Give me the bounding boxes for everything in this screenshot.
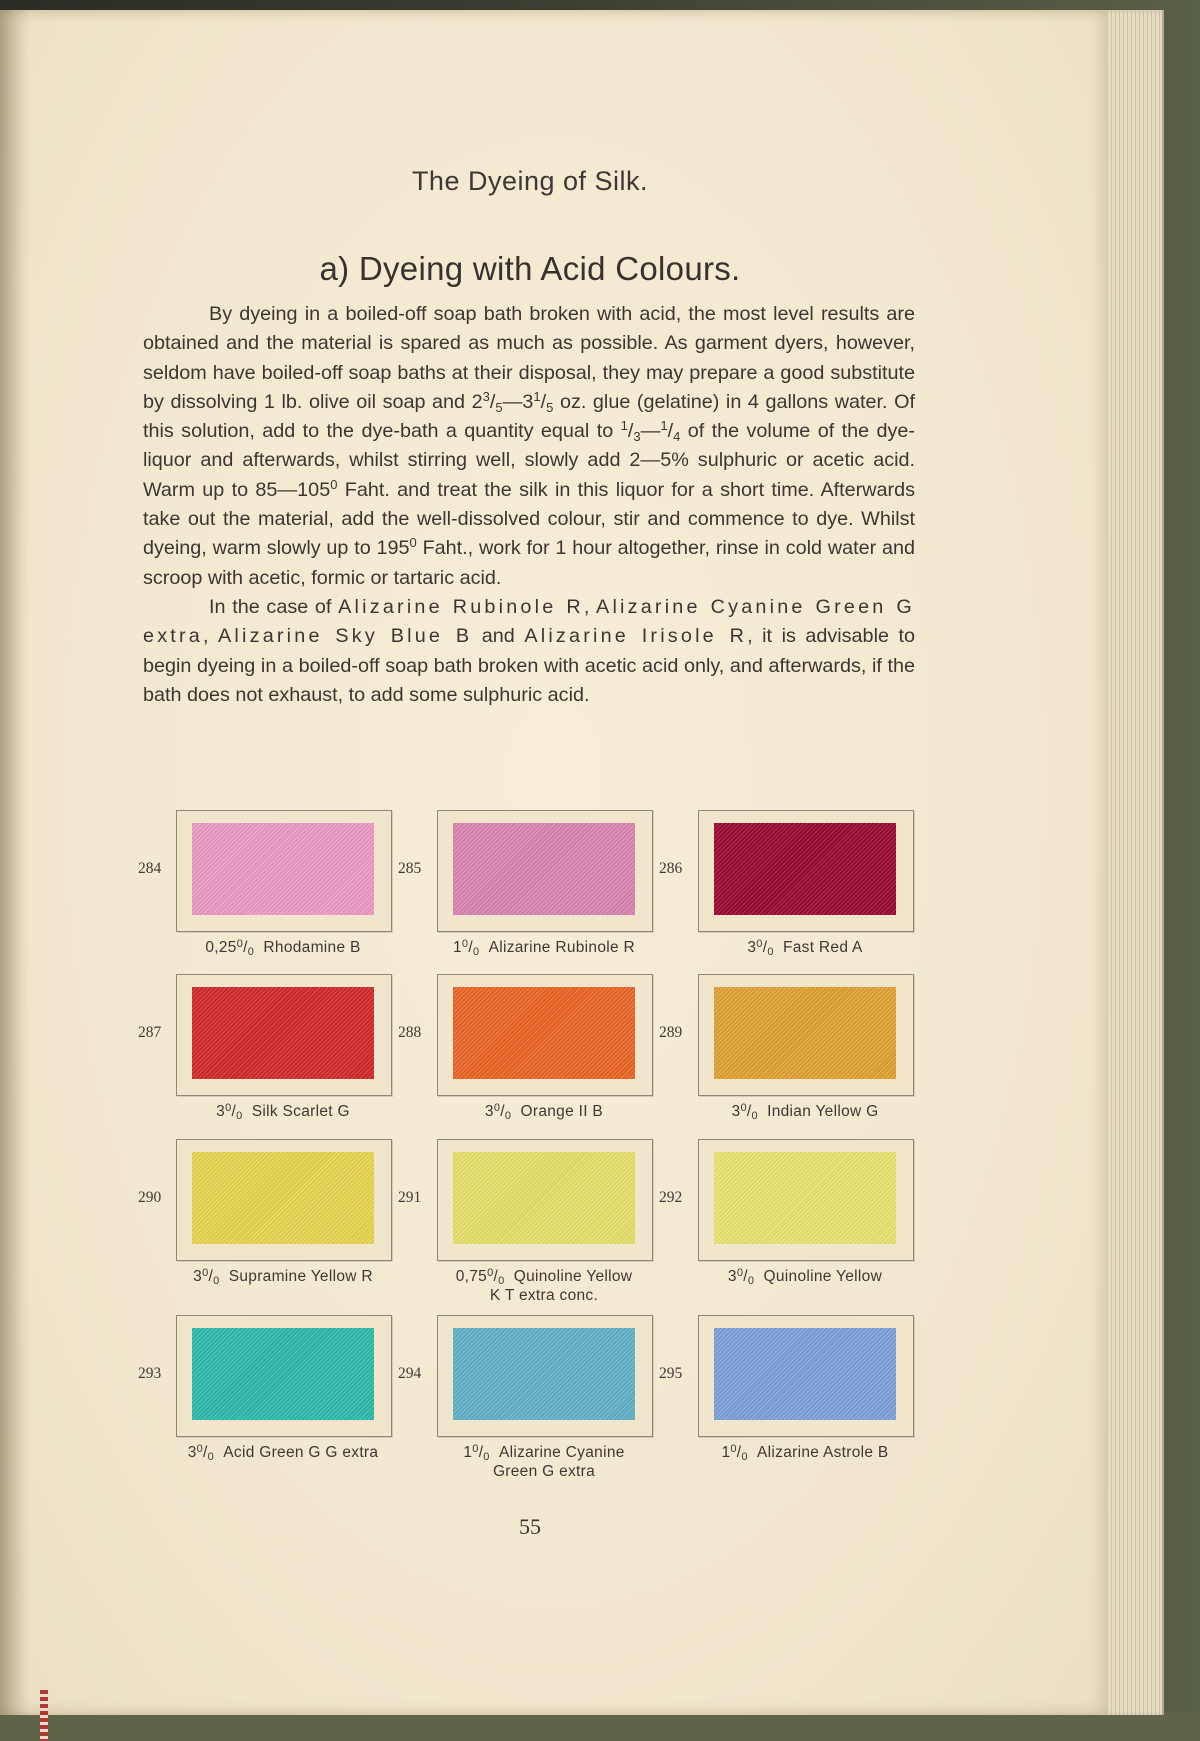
fabric-swatch: [714, 1328, 896, 1420]
section-title: a) Dyeing with Acid Colours.: [319, 250, 741, 287]
swatch-number: 285: [398, 860, 422, 877]
dye-percentage: 1: [463, 1444, 473, 1461]
percent-sign-slash: /: [478, 1444, 484, 1461]
swatch-card: [437, 974, 653, 1096]
swatch-number: 286: [659, 860, 683, 877]
percent-sign-top: 0: [487, 1267, 494, 1279]
swatch-card: [698, 1139, 914, 1261]
percent-sign-top: 0: [236, 938, 244, 950]
fabric-swatch: [192, 987, 374, 1079]
dye-percentage: 3: [216, 1103, 226, 1120]
percent-sign-bottom: 0: [747, 1275, 755, 1287]
percent-sign-bottom: 0: [236, 1110, 243, 1122]
dye-percentage: 3: [727, 1268, 737, 1285]
dye-name: Alizarine Astrole B: [757, 1444, 889, 1461]
swatch-card: [437, 1315, 653, 1437]
spaced-name: Alizarine Sky Blue B: [218, 625, 473, 648]
swatch-number: 293: [138, 1365, 162, 1382]
dye-percentage: 3: [731, 1103, 741, 1120]
percent-sign-slash: /: [746, 1103, 752, 1120]
dye-name: Alizarine Cyanine: [498, 1444, 625, 1461]
dye-name-continued: K T extra conc.: [489, 1287, 599, 1304]
bookmark-ribbon: [40, 1690, 48, 1741]
percent-sign-bottom: 0: [741, 1451, 748, 1463]
dye-name: Rhodamine B: [263, 939, 361, 956]
swatch-number: 294: [398, 1365, 422, 1382]
swatch-number: 289: [659, 1024, 683, 1041]
fabric-texture: [192, 1328, 374, 1420]
dye-name: Alizarine Rubinole R: [488, 939, 636, 956]
swatch-card: [698, 974, 914, 1096]
percent-sign-top: 0: [202, 1267, 209, 1279]
fabric-texture: [714, 1152, 896, 1244]
fabric-texture: [453, 823, 635, 915]
percent-sign-bottom: 0: [504, 1110, 512, 1122]
swatch-card: [176, 974, 392, 1096]
dye-percentage: 1: [452, 939, 462, 956]
percent-sign-slash: /: [208, 1268, 214, 1285]
percent-sign-slash: /: [762, 939, 768, 956]
dye-name: Orange II B: [520, 1103, 604, 1120]
dye-name: Acid Green G G extra: [223, 1444, 379, 1461]
percent-sign-top: 0: [740, 1102, 747, 1114]
fabric-swatch: [192, 1328, 374, 1420]
swatch-number: 295: [659, 1365, 683, 1382]
body-text: [143, 300, 915, 710]
swatch-caption: [680, 1443, 930, 1462]
percent-sign-top: 0: [736, 1267, 744, 1279]
fabric-texture: [453, 987, 635, 1079]
percent-sign-top: 0: [756, 938, 763, 950]
dye-name: Quinoline Yellow: [763, 1268, 883, 1285]
percent-sign-bottom: 0: [483, 1451, 490, 1463]
swatch-caption: [680, 938, 930, 957]
swatch-card: [698, 810, 914, 932]
percent-sign-top: 0: [196, 1443, 204, 1455]
swatch-caption: [158, 1267, 408, 1286]
percent-sign-slash: /: [203, 1444, 208, 1461]
swatch-caption: [419, 1102, 669, 1121]
swatch-card: [437, 1139, 653, 1261]
percent-sign-bottom: 0: [767, 946, 774, 958]
percent-sign-bottom: 0: [207, 1451, 215, 1463]
swatch-caption: [158, 938, 408, 957]
swatch-card: [176, 1139, 392, 1261]
spaced-name: Alizarine Rubinole R: [338, 595, 584, 618]
swatch-caption: [419, 938, 669, 957]
dye-percentage: 0,75: [455, 1268, 488, 1285]
fabric-texture: [714, 823, 896, 915]
dye-percentage: 3: [187, 1444, 197, 1461]
swatch-number: 291: [398, 1189, 422, 1206]
swatch-number: 292: [659, 1189, 683, 1206]
swatch-number: 290: [138, 1189, 162, 1206]
swatch-card: [437, 810, 653, 932]
swatch-card: [176, 1315, 392, 1437]
percent-sign-bottom: 0: [247, 946, 255, 958]
percent-sign-bottom: 0: [751, 1110, 758, 1122]
fabric-texture: [453, 1328, 635, 1420]
swatch-number: 284: [138, 860, 162, 877]
dye-percentage: 0,25: [205, 939, 237, 956]
spaced-name: Alizarine Cyanine Green G extra: [143, 595, 915, 648]
percent-sign-slash: /: [243, 939, 248, 956]
fabric-swatch: [714, 987, 896, 1079]
swatch-caption: [419, 1267, 669, 1305]
swatch-caption: [158, 1443, 408, 1462]
dye-percentage: 3: [193, 1268, 203, 1285]
swatch-caption: [680, 1267, 930, 1286]
dye-name: Fast Red A: [782, 939, 863, 956]
percent-sign-slash: /: [468, 939, 473, 956]
fabric-swatch: [192, 1152, 374, 1244]
page-edges: [1100, 10, 1164, 1715]
percent-sign-top: 0: [493, 1102, 501, 1114]
percent-sign-slash: /: [231, 1103, 237, 1120]
percent-sign-slash: /: [743, 1268, 748, 1285]
swatch-caption: [680, 1102, 930, 1121]
swatch-card: [698, 1315, 914, 1437]
fabric-swatch: [714, 1152, 896, 1244]
fabric-swatch: [714, 823, 896, 915]
dye-name-continued: Green G extra: [492, 1463, 596, 1480]
paragraph-2: In the case of Alizarine Rubinole R, Alizarine Cyanine Green G extra, Alizarine Sky Blue B and Alizarine Irisole R, it is advisable to begin dyeing in a boiled-off soap bath broken with acetic acid only, and afterwards, if the bath does not exhaust, to add some sulphuric acid.: [143, 595, 915, 706]
percent-sign-slash: /: [736, 1444, 742, 1461]
percent-sign-top: 0: [730, 1443, 737, 1455]
swatch-caption: [158, 1102, 408, 1121]
percent-sign-bottom: 0: [213, 1275, 220, 1287]
dye-percentage: 1: [721, 1444, 731, 1461]
book-cover-bottom-edge: [0, 1712, 1200, 1741]
swatch-card: [176, 810, 392, 932]
swatch-caption: [419, 1443, 669, 1481]
dye-name: Supramine Yellow R: [228, 1268, 373, 1285]
fabric-texture: [192, 987, 374, 1079]
fabric-texture: [192, 1152, 374, 1244]
percent-sign-top: 0: [225, 1102, 232, 1114]
fabric-texture: [192, 823, 374, 915]
dye-name: Quinoline Yellow: [513, 1268, 633, 1285]
percent-sign-slash: /: [500, 1103, 505, 1120]
swatch-number: 288: [398, 1024, 422, 1041]
dye-percentage: 3: [484, 1103, 494, 1120]
fabric-swatch: [453, 1152, 635, 1244]
percent-sign-top: 0: [461, 938, 469, 950]
paragraph-1: By dyeing in a boiled-off soap bath broken with acid, the most level results are obtained and the material is spared as much as possible. As garment dyers, however, seldom have boiled-off soap baths at their disposal, they may prepare a good substitute by dissolving 1 lb. olive oil soap and $2^3/_5—3^1/_5$ oz. glue (gelatine) in 4 gallons water. Of this solution, add to the dye-bath a quantity equal to $^1/_3—^1/_4$ of the volume of the dye-liquor and afterwards, whilst stirring well, slowly add 2—5% sulphuric or acetic acid. Warm up to $85—105^0$ Faht. and treat the silk in this liquor for a short time. Afterwards take out the material, add the well-dissolved colour, stir and commence to dye. Whilst dyeing, warm slowly up to $195^0$ Faht., work for 1 hour altogether, rinse in cold water and scroop with acetic, formic or tartaric acid.: [143, 303, 916, 589]
fabric-swatch: [453, 987, 635, 1079]
percent-sign-bottom: 0: [498, 1275, 505, 1287]
page-number: 55: [519, 1514, 541, 1539]
fabric-texture: [714, 987, 896, 1079]
running-head: The Dyeing of Silk.: [411, 166, 649, 196]
dye-percentage: 3: [747, 939, 757, 956]
dye-name: Indian Yellow G: [767, 1103, 879, 1120]
fabric-texture: [453, 1152, 635, 1244]
percent-sign-slash: /: [493, 1268, 499, 1285]
spaced-name: Alizarine Irisole R: [524, 625, 748, 648]
dye-name: Silk Scarlet G: [251, 1103, 350, 1120]
percent-sign-bottom: 0: [472, 946, 480, 958]
percent-sign-top: 0: [472, 1443, 479, 1455]
fabric-texture: [714, 1328, 896, 1420]
swatch-number: 287: [138, 1024, 162, 1041]
fabric-swatch: [192, 823, 374, 915]
fabric-swatch: [453, 823, 635, 915]
fabric-swatch: [453, 1328, 635, 1420]
